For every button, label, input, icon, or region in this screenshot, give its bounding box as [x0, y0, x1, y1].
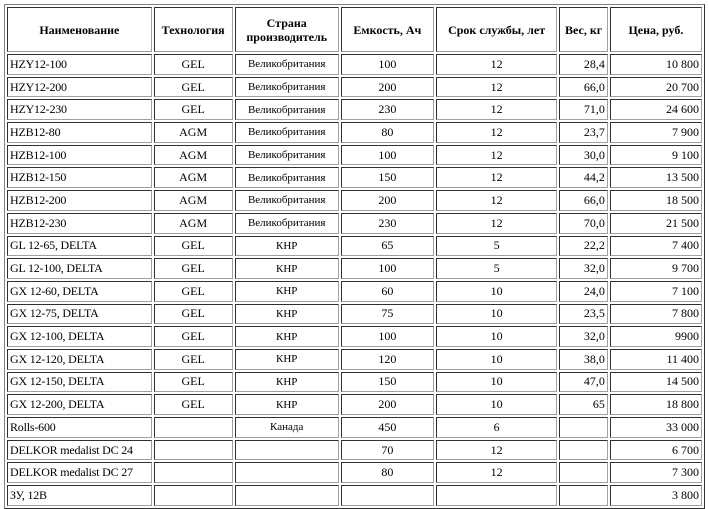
cell-lifetime: 6 [436, 417, 557, 438]
cell-weight: 30,0 [559, 145, 608, 166]
cell-capacity [341, 485, 434, 506]
cell-capacity: 150 [341, 372, 434, 393]
price-list [4, 4, 705, 509]
cell-price: 18 500 [610, 190, 702, 211]
cell-lifetime: 10 [436, 326, 557, 347]
table-row [7, 394, 702, 415]
cell-price: 20 700 [610, 77, 702, 98]
table-row [7, 440, 702, 461]
cell-capacity: 80 [341, 462, 434, 483]
cell-weight: 38,0 [559, 349, 608, 370]
table-row [7, 77, 702, 98]
cell-weight: 66,0 [559, 190, 608, 211]
cell-capacity: 200 [341, 394, 434, 415]
cell-technology: AGM [154, 213, 233, 234]
header-name: Наименование [7, 7, 152, 52]
cell-lifetime: 5 [436, 236, 557, 257]
cell-name: DELKOR medalist DC 27 [7, 462, 152, 483]
cell-country: Великобритания [235, 145, 339, 166]
table-row [7, 99, 702, 120]
header-weight: Вес, кг [559, 7, 608, 52]
cell-price: 10 800 [610, 54, 702, 75]
cell-weight: 28,4 [559, 54, 608, 75]
cell-country: КНР [235, 236, 339, 257]
cell-country [235, 462, 339, 483]
cell-technology: GEL [154, 394, 233, 415]
cell-name: GX 12-200, DELTA [7, 394, 152, 415]
header-lifetime: Срок службы, лет [436, 7, 557, 52]
cell-country: Великобритания [235, 77, 339, 98]
table-row [7, 190, 702, 211]
cell-technology: GEL [154, 372, 233, 393]
cell-country: КНР [235, 326, 339, 347]
cell-country: КНР [235, 394, 339, 415]
cell-weight: 23,5 [559, 304, 608, 325]
cell-price: 7 900 [610, 122, 702, 143]
cell-lifetime: 12 [436, 122, 557, 143]
table-row [7, 281, 702, 302]
cell-name: HZB12-150 [7, 167, 152, 188]
table-row [7, 258, 702, 279]
cell-price: 3 800 [610, 485, 702, 506]
cell-lifetime: 10 [436, 372, 557, 393]
cell-capacity: 75 [341, 304, 434, 325]
cell-lifetime: 12 [436, 99, 557, 120]
cell-name: HZB12-230 [7, 213, 152, 234]
cell-capacity: 230 [341, 99, 434, 120]
table-row [7, 213, 702, 234]
cell-weight: 32,0 [559, 258, 608, 279]
cell-capacity: 200 [341, 77, 434, 98]
cell-weight: 44,2 [559, 167, 608, 188]
cell-country [235, 485, 339, 506]
cell-name: HZB12-100 [7, 145, 152, 166]
cell-country: Великобритания [235, 190, 339, 211]
cell-country: Великобритания [235, 167, 339, 188]
cell-technology: GEL [154, 304, 233, 325]
header-country: Страна производитель [235, 7, 339, 52]
cell-country: КНР [235, 258, 339, 279]
cell-lifetime: 12 [436, 213, 557, 234]
cell-capacity: 60 [341, 281, 434, 302]
table-row [7, 145, 702, 166]
table-row [7, 326, 702, 347]
cell-weight [559, 485, 608, 506]
cell-price: 21 500 [610, 213, 702, 234]
cell-name: GX 12-120, DELTA [7, 349, 152, 370]
table-row [7, 54, 702, 75]
cell-name: GX 12-100, DELTA [7, 326, 152, 347]
cell-price: 24 600 [610, 99, 702, 120]
cell-name: GX 12-60, DELTA [7, 281, 152, 302]
table-row [7, 349, 702, 370]
cell-name: HZY12-230 [7, 99, 152, 120]
cell-country: Великобритания [235, 122, 339, 143]
cell-capacity: 200 [341, 190, 434, 211]
cell-price: 11 400 [610, 349, 702, 370]
cell-capacity: 100 [341, 258, 434, 279]
cell-price: 9900 [610, 326, 702, 347]
cell-weight: 23,7 [559, 122, 608, 143]
header-row [7, 7, 702, 52]
table-row [7, 167, 702, 188]
cell-price: 7 800 [610, 304, 702, 325]
cell-capacity: 65 [341, 236, 434, 257]
cell-weight: 70,0 [559, 213, 608, 234]
cell-lifetime: 5 [436, 258, 557, 279]
cell-capacity: 70 [341, 440, 434, 461]
cell-technology: GEL [154, 281, 233, 302]
table-row [7, 485, 702, 506]
cell-price: 7 100 [610, 281, 702, 302]
table-row [7, 236, 702, 257]
cell-weight: 24,0 [559, 281, 608, 302]
cell-price: 9 700 [610, 258, 702, 279]
cell-lifetime [436, 485, 557, 506]
cell-technology: GEL [154, 236, 233, 257]
cell-technology: GEL [154, 77, 233, 98]
cell-lifetime: 12 [436, 462, 557, 483]
cell-price: 6 700 [610, 440, 702, 461]
header-technology: Технология [154, 7, 233, 52]
cell-name: GX 12-75, DELTA [7, 304, 152, 325]
cell-name: HZB12-80 [7, 122, 152, 143]
cell-technology: GEL [154, 326, 233, 347]
cell-capacity: 100 [341, 145, 434, 166]
table-row [7, 417, 702, 438]
cell-lifetime: 12 [436, 167, 557, 188]
cell-name: GL 12-65, DELTA [7, 236, 152, 257]
cell-name: ЗУ, 12В [7, 485, 152, 506]
cell-weight [559, 462, 608, 483]
table-row [7, 372, 702, 393]
cell-name: HZY12-200 [7, 77, 152, 98]
cell-technology [154, 485, 233, 506]
cell-name: HZB12-200 [7, 190, 152, 211]
cell-lifetime: 12 [436, 77, 557, 98]
cell-price: 18 800 [610, 394, 702, 415]
cell-technology: GEL [154, 258, 233, 279]
cell-lifetime: 10 [436, 349, 557, 370]
table-row [7, 462, 702, 483]
cell-weight: 65 [559, 394, 608, 415]
cell-technology: GEL [154, 54, 233, 75]
cell-country: КНР [235, 304, 339, 325]
cell-weight [559, 417, 608, 438]
cell-technology: GEL [154, 99, 233, 120]
cell-name: HZY12-100 [7, 54, 152, 75]
cell-technology: AGM [154, 122, 233, 143]
table-row [7, 122, 702, 143]
cell-price: 7 300 [610, 462, 702, 483]
cell-country: КНР [235, 349, 339, 370]
cell-lifetime: 12 [436, 54, 557, 75]
cell-country [235, 440, 339, 461]
cell-technology: AGM [154, 167, 233, 188]
cell-price: 33 000 [610, 417, 702, 438]
cell-weight [559, 440, 608, 461]
cell-lifetime: 12 [436, 440, 557, 461]
cell-country: Великобритания [235, 213, 339, 234]
cell-technology: GEL [154, 349, 233, 370]
cell-capacity: 80 [341, 122, 434, 143]
cell-name: Rolls-600 [7, 417, 152, 438]
cell-capacity: 450 [341, 417, 434, 438]
header-price: Цена, руб. [610, 7, 702, 52]
cell-lifetime: 10 [436, 394, 557, 415]
cell-technology [154, 440, 233, 461]
cell-technology: AGM [154, 190, 233, 211]
table-row [7, 304, 702, 325]
cell-country: КНР [235, 372, 339, 393]
cell-name: GL 12-100, DELTA [7, 258, 152, 279]
cell-capacity: 150 [341, 167, 434, 188]
cell-technology [154, 417, 233, 438]
cell-name: DELKOR medalist DC 24 [7, 440, 152, 461]
price-table [4, 4, 705, 509]
cell-name: GX 12-150, DELTA [7, 372, 152, 393]
cell-capacity: 100 [341, 326, 434, 347]
cell-price: 7 400 [610, 236, 702, 257]
cell-lifetime: 12 [436, 145, 557, 166]
cell-weight: 32,0 [559, 326, 608, 347]
cell-country: Великобритания [235, 54, 339, 75]
cell-weight: 22,2 [559, 236, 608, 257]
cell-capacity: 120 [341, 349, 434, 370]
cell-capacity: 100 [341, 54, 434, 75]
cell-weight: 66,0 [559, 77, 608, 98]
cell-price: 13 500 [610, 167, 702, 188]
cell-technology: AGM [154, 145, 233, 166]
cell-price: 9 100 [610, 145, 702, 166]
cell-country: Великобритания [235, 99, 339, 120]
cell-price: 14 500 [610, 372, 702, 393]
cell-technology [154, 462, 233, 483]
cell-lifetime: 10 [436, 304, 557, 325]
cell-country: КНР [235, 281, 339, 302]
cell-lifetime: 12 [436, 190, 557, 211]
cell-country: Канада [235, 417, 339, 438]
cell-lifetime: 10 [436, 281, 557, 302]
cell-capacity: 230 [341, 213, 434, 234]
header-capacity: Емкость, Ач [341, 7, 434, 52]
cell-weight: 47,0 [559, 372, 608, 393]
cell-weight: 71,0 [559, 99, 608, 120]
